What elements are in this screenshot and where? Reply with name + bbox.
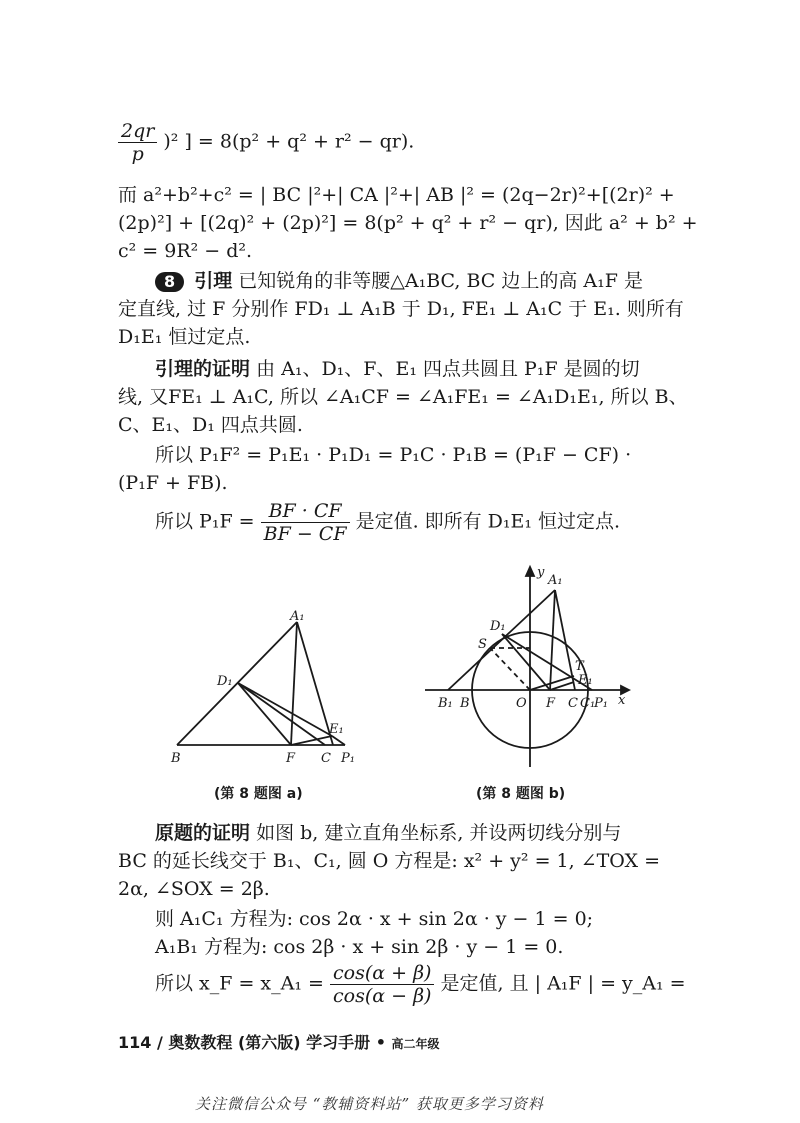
segment-D1F (502, 634, 550, 690)
orig-proof-title: 原题的证明 (155, 822, 251, 844)
label-P1: P₁ (341, 751, 355, 766)
label-A1: A₁ (548, 573, 563, 588)
label-S: S (478, 637, 487, 652)
text-line-3: (2p)²] + [(2q)² + (2p)²] = 8(p² + q² + r² − qr), 因此 a² + b² + (118, 212, 698, 234)
text-line-7: D₁E₁ 恒过定点. (118, 326, 251, 348)
label-C: C (568, 696, 578, 711)
label-P1: P₁ (594, 696, 608, 711)
proof-text: 由 A₁、D₁、F、E₁ 四点共圆且 P₁F 是圆的切 (256, 358, 640, 380)
figure-a-diagram (165, 600, 375, 775)
bottom-handwritten-note: 关注微信公众号 “教辅资料站” 获取更多学习资料 (195, 1095, 544, 1113)
proof-title: 引理的证明 (155, 358, 251, 380)
formula-prefix: 所以 P₁F = (155, 510, 255, 533)
orig-proof-line (155, 820, 621, 846)
label-x: x (618, 693, 626, 708)
orig-proof-text: 如图 b, 建立直角坐标系, 并设两切线分别与 (256, 822, 622, 844)
segment-FE1 (291, 736, 332, 745)
fraction-denominator: BF − CF (263, 523, 347, 545)
label-D1: D₁ (490, 619, 506, 634)
figure-b-caption: (第 8 题图 b) (476, 786, 566, 802)
lemma-number-badge: 8 (155, 272, 184, 292)
fraction-numerator: cos(α + β) (330, 962, 434, 985)
lemma-text: 已知锐角的非等腰△A₁BC, BC 边上的高 A₁F 是 (238, 270, 643, 292)
text-line-4: c² = 9R² − d². (118, 240, 253, 262)
figure-a-caption: (第 8 题图 a) (214, 786, 303, 802)
label-C: C (321, 751, 331, 766)
segment-OS-dashed (490, 648, 530, 690)
label-B: B (171, 751, 181, 766)
label-F: F (286, 751, 296, 766)
page-footer (118, 1030, 440, 1053)
formula-prefix: 所以 x_F = x_A₁ = (155, 972, 324, 995)
segment-D1C (238, 683, 325, 745)
text-line-17: 则 A₁C₁ 方程为: cos 2α · x + sin 2α · y − 1 = 0; (155, 908, 594, 930)
footer-grade: 高二年级 (391, 1037, 440, 1051)
label-D1: D₁ (217, 674, 233, 689)
formula-rest: )² ] = 8(p² + q² + r² − qr). (163, 130, 415, 153)
label-B1: B₁ (438, 696, 453, 711)
lemma-title: 引理 (194, 270, 233, 292)
text-line-9: 线, 又FE₁ ⊥ A₁C, 所以 ∠A₁CF = ∠A₁FE₁ = ∠A₁D₁E₁, 所以 B、 (118, 386, 688, 408)
label-O: O (516, 696, 527, 711)
label-F: F (546, 696, 556, 711)
text-line-16: 2α, ∠SOX = 2β. (118, 878, 270, 900)
formula-suffix: 是定值. 即所有 D₁E₁ 恒过定点. (355, 510, 621, 533)
label-E1: E₁ (329, 722, 344, 737)
label-B: B (460, 696, 470, 711)
fraction-denominator: p (131, 143, 144, 165)
label-y: y (537, 565, 545, 580)
text-line-6: 定直线, 过 F 分别作 FD₁ ⊥ A₁B 于 D₁, FE₁ ⊥ A₁C 于 E₁. 则所有 (118, 298, 684, 320)
text-line-12: (P₁F + FB). (118, 472, 228, 494)
label-E1: E₁ (578, 673, 593, 688)
text-line-18: A₁B₁ 方程为: cos 2β · x + sin 2β · y − 1 = 0. (155, 936, 564, 958)
segment-E1P1 (332, 736, 345, 745)
text-line-2: 而 a²+b²+c² = | BC |²+| CA |²+| AB |² = (2q−2r)²+[(2r)² + (118, 184, 675, 206)
lemma-line (155, 268, 643, 294)
footer-title: 114 / 奥数教程 (第六版) 学习手册 • (118, 1033, 386, 1052)
formula-line-1 (118, 120, 414, 165)
segment-BA1 (177, 622, 297, 745)
fraction (330, 962, 434, 1007)
segment-A1F (291, 622, 297, 745)
text-line-11: 所以 P₁F² = P₁E₁ · P₁D₁ = P₁C · P₁B = (P₁F − CF) · (155, 444, 632, 466)
formula-line-13 (155, 500, 620, 545)
proof-line (155, 356, 640, 382)
formula-suffix: 是定值, 且 | A₁F | = y_A₁ = (440, 972, 686, 995)
label-A1: A₁ (290, 609, 305, 624)
text-line-10: C、E₁、D₁ 四点共圆. (118, 414, 303, 436)
text-line-15: BC 的延长线交于 B₁、C₁, 圆 O 方程是: x² + y² = 1, ∠TOX = (118, 850, 661, 872)
fraction (118, 120, 157, 165)
formula-line-19 (155, 962, 686, 1007)
segment-A1F (550, 590, 555, 690)
label-C1: C₁ (580, 696, 596, 711)
y-axis-arrow (526, 567, 534, 576)
fraction-numerator: 2qr (118, 120, 157, 143)
fraction-numerator: BF · CF (261, 500, 350, 523)
figure-b-diagram (420, 562, 640, 772)
segment-OT (530, 676, 574, 690)
fraction-denominator: cos(α − β) (333, 985, 432, 1007)
fraction (261, 500, 350, 545)
tangent-B1A1 (448, 590, 555, 690)
label-T: T (575, 659, 584, 674)
